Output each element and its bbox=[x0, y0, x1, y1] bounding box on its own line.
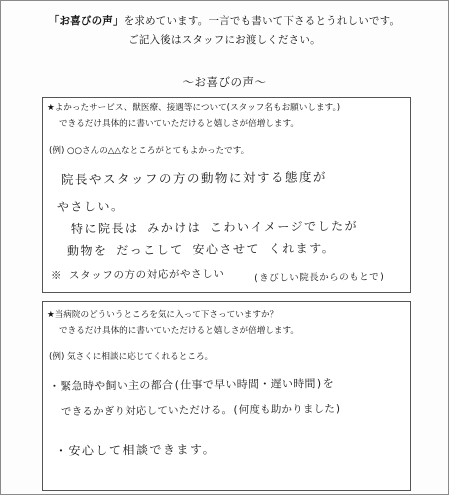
handwriting-line: ※ スタッフの方の対応がやさしい bbox=[50, 268, 225, 282]
handwriting-line: (きびしい院長からのもとで) bbox=[252, 271, 386, 284]
section2-example: (例) 気さくに相談に応じてくれるところ。 bbox=[49, 352, 214, 362]
section2-prompt-line-1: ★当病院のどういうところを気に入って下さっていますか？ bbox=[47, 310, 279, 320]
handwriting-line: 院長やスタッフの方の動物に対する態度が bbox=[60, 169, 328, 187]
handwriting-line: やさしい。 bbox=[56, 199, 125, 214]
intro-line-1 bbox=[1, 13, 448, 28]
intro-quote: 「お喜びの声」 bbox=[48, 15, 124, 27]
intro-line-2: ご記入後はスタッフにお渡しください。 bbox=[128, 34, 321, 46]
section-liked-points bbox=[42, 301, 411, 491]
section1-prompt-line-1: ★よかったサービス、獣医療、接遇等について(スタッフ名もお願いします。) bbox=[47, 103, 341, 113]
form-title: ～お喜びの声～ bbox=[182, 75, 267, 89]
section1-example: (例) ○○さんの△△なところがとてもよかったです。 bbox=[49, 146, 250, 156]
handwriting-line: 特に院長は みかけは こわいイメージでしたが bbox=[70, 218, 359, 236]
handwriting-line: ・安心して相談できます。 bbox=[54, 442, 217, 458]
handwriting-line: ・緊急時や飼い主の都合(仕事で早い時間・遅い時間)を bbox=[48, 377, 335, 393]
handwriting-line: 動物を だっこして 安心させて くれます。 bbox=[66, 241, 336, 258]
section1-prompt-line-2: できるだけ具体的に書いていただけると嬉しさが倍増します。 bbox=[59, 119, 299, 129]
intro-line-1-text: を求めています。一言でも書いて下さるとうれしいです。 bbox=[123, 15, 401, 27]
section-good-service bbox=[42, 97, 411, 293]
handwriting-line: できるかぎり対応していただける。(何度も助かりました) bbox=[60, 403, 342, 418]
section2-prompt-line-2: できるだけ具体的に書いていただけると嬉しさが倍増します。 bbox=[59, 326, 299, 336]
